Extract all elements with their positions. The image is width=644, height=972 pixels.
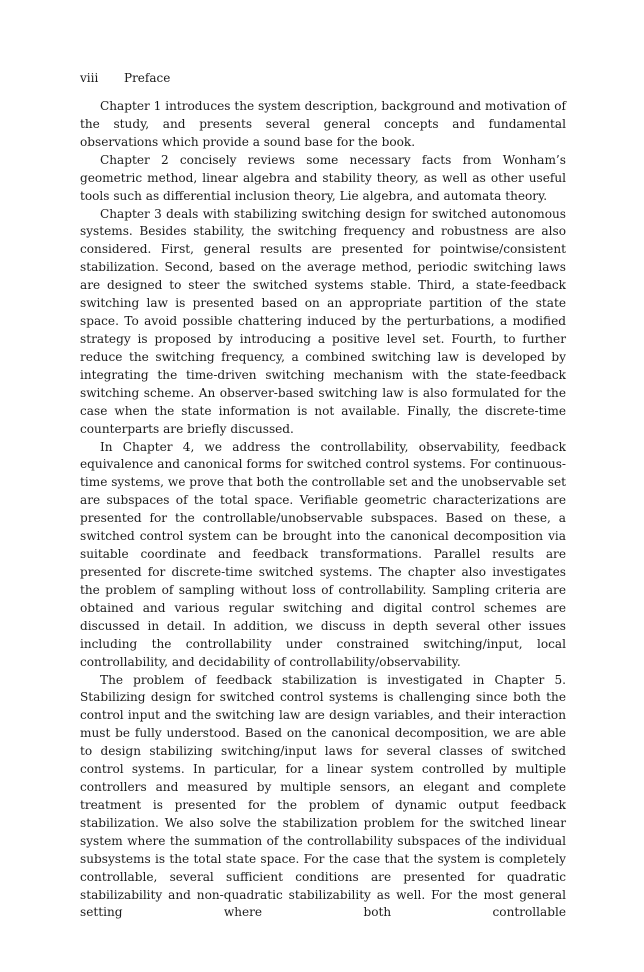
- paragraph-chapter-5: The problem of feedback stabilization is investigated in Chapter 5. Stabilizing design for switched control systems is challenging since both the control input and the switching law are design variables, and their interaction must be fully understood. Based on the canonical decomposition, we are able to design stabilizing switching/input laws for several classes of switched control systems. In particular, for a linear system controlled by multiple controllers and measured by multiple sensors, an elegant and complete treatment is presented for the problem of dynamic output feedback stabilization. We also solve the stabilization problem for the switched linear system where the summation of the controllability subspaces of the individual subsystems is the total state space. For the case that the system is completely controllable, several sufficient conditions are presented for quadratic stabilizability and non-quadratic stabilizability as well. For the most general setting where both controllable: [80, 672, 566, 920]
- section-title: Preface: [124, 71, 171, 85]
- paragraph-chapter-4: In Chapter 4, we address the controllability, observability, feedback equivalence and canonical forms for switched control systems. For continuous-time systems, we prove that both the controllable set and the unobservable set are subspaces of the total space. Verifiable geometric characterizations are presented for the controllable/unobservable subspaces. Based on these, a switched control system can be brought into the canonical decomposition via suitable coordinate and feedback transformations. Parallel results are presented for discrete-time switched systems. The chapter also investigates the problem of sampling without loss of controllability. Sampling criteria are obtained and various regular switching and digital control schemes are discussed in detail. In addition, we discuss in depth several other issues including the controllability under constrained switching/input, local controllability, and decidability of controllability/observability.: [80, 439, 566, 669]
- paragraph-chapter-2: Chapter 2 concisely reviews some necessary facts from Wonham’s geometric method, linear algebra and stability theory, as well as other useful tools such as differential inclusion theory, Lie algebra, and automata theory.: [80, 152, 566, 203]
- page-number: viii: [80, 71, 99, 85]
- body-text: [80, 98, 566, 922]
- paragraph-chapter-3: Chapter 3 deals with stabilizing switching design for switched autonomous systems. Besides stability, the switching frequency and robustness are also considered. First, general results are presented for pointwise/consistent stabilization. Second, based on the average method, periodic switching laws are designed to steer the switched systems stable. Third, a state-feedback switching law is presented based on an appropriate partition of the state space. To avoid possible chattering induced by the perturbations, a modified strategy is proposed by introducing a positive level set. Fourth, to further reduce the switching frequency, a combined switching law is developed by integrating the time-driven switching mechanism with the state-feedback switching scheme. An observer-based switching law is also formulated for the case when the state information is not available. Finally, the discrete-time counterparts are briefly discussed.: [80, 206, 566, 436]
- running-head: [80, 70, 170, 86]
- paragraph-chapter-1: Chapter 1 introduces the system description, background and motivation of the study, and presents several general concepts and fundamental observations which provide a sound base for the book.: [80, 99, 566, 149]
